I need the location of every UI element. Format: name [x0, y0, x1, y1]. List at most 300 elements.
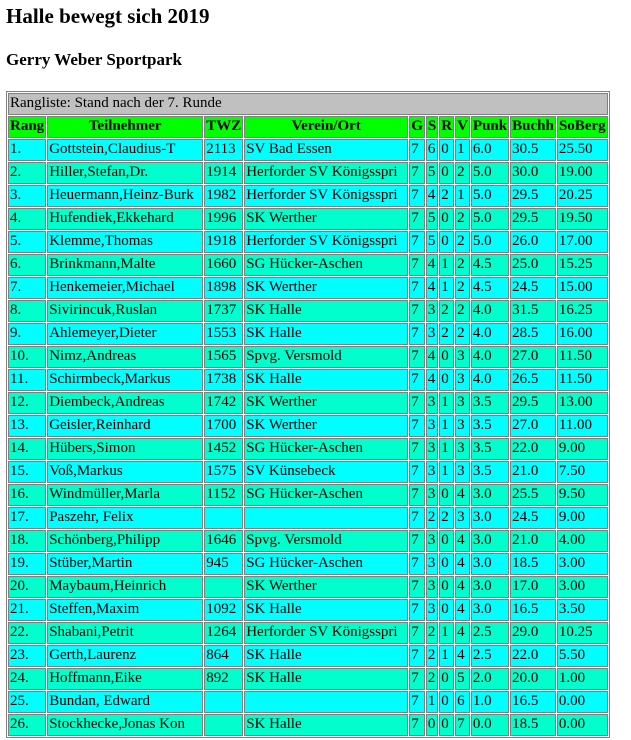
cell-rang: 8. — [8, 300, 46, 322]
cell-r: 1 — [439, 277, 454, 299]
cell-r: 0 — [439, 576, 454, 598]
table-row — [8, 323, 608, 345]
column-header-twz: TWZ — [204, 116, 243, 138]
table-row — [8, 576, 608, 598]
cell-buchh: 16.5 — [510, 691, 556, 713]
cell-rang: 5. — [8, 231, 46, 253]
cell-r: 1 — [439, 415, 454, 437]
cell-r: 0 — [439, 162, 454, 184]
column-header-buchh: Buchh — [510, 116, 556, 138]
cell-twz: 1918 — [204, 231, 243, 253]
column-header-g: G — [409, 116, 425, 138]
cell-punk: 4.0 — [471, 369, 509, 391]
cell-soberg: 16.00 — [557, 323, 608, 345]
cell-r: 0 — [439, 668, 454, 690]
cell-rang: 11. — [8, 369, 46, 391]
cell-twz: 1660 — [204, 254, 243, 276]
cell-rang: 26. — [8, 714, 46, 736]
cell-g: 7 — [409, 392, 425, 414]
cell-s: 3 — [426, 300, 438, 322]
cell-teilnehmer: Brinkmann,Malte — [47, 254, 203, 276]
cell-twz: 1452 — [204, 438, 243, 460]
cell-buchh: 31.5 — [510, 300, 556, 322]
cell-s: 3 — [426, 576, 438, 598]
cell-s: 5 — [426, 231, 438, 253]
cell-s: 3 — [426, 392, 438, 414]
cell-verein: SK Halle — [244, 300, 408, 322]
cell-r: 0 — [439, 346, 454, 368]
cell-verein: SK Halle — [244, 668, 408, 690]
cell-s: 2 — [426, 668, 438, 690]
cell-twz — [204, 691, 243, 713]
table-row — [8, 277, 608, 299]
cell-verein: SK Werther — [244, 277, 408, 299]
cell-g: 7 — [409, 346, 425, 368]
cell-soberg: 1.00 — [557, 668, 608, 690]
cell-soberg: 15.00 — [557, 277, 608, 299]
standings-table — [6, 91, 610, 738]
cell-s: 4 — [426, 346, 438, 368]
cell-v: 4 — [455, 622, 470, 644]
cell-soberg: 11.50 — [557, 369, 608, 391]
cell-r: 1 — [439, 438, 454, 460]
cell-g: 7 — [409, 507, 425, 529]
table-caption-row — [8, 93, 608, 115]
cell-soberg: 16.25 — [557, 300, 608, 322]
cell-soberg: 11.00 — [557, 415, 608, 437]
cell-s: 4 — [426, 369, 438, 391]
cell-s: 3 — [426, 553, 438, 575]
cell-r: 0 — [439, 139, 454, 161]
cell-twz — [204, 714, 243, 736]
cell-punk: 4.5 — [471, 254, 509, 276]
cell-rang: 10. — [8, 346, 46, 368]
cell-s: 2 — [426, 622, 438, 644]
cell-teilnehmer: Maybaum,Heinrich — [47, 576, 203, 598]
cell-v: 2 — [455, 208, 470, 230]
cell-g: 7 — [409, 484, 425, 506]
cell-v: 4 — [455, 484, 470, 506]
table-row — [8, 369, 608, 391]
table-row — [8, 691, 608, 713]
table-row — [8, 392, 608, 414]
cell-teilnehmer: Shabani,Petrit — [47, 622, 203, 644]
cell-verein: SG Hücker-Aschen — [244, 438, 408, 460]
cell-punk: 3.5 — [471, 438, 509, 460]
column-header-r: R — [439, 116, 454, 138]
cell-punk: 3.5 — [471, 415, 509, 437]
cell-buchh: 26.5 — [510, 369, 556, 391]
cell-punk: 4.0 — [471, 346, 509, 368]
column-header-soberg: SoBerg — [557, 116, 608, 138]
cell-v: 3 — [455, 415, 470, 437]
cell-buchh: 29.0 — [510, 622, 556, 644]
cell-v: 2 — [455, 254, 470, 276]
cell-v: 2 — [455, 323, 470, 345]
cell-twz: 945 — [204, 553, 243, 575]
cell-r: 0 — [439, 231, 454, 253]
cell-v: 2 — [455, 231, 470, 253]
table-row — [8, 553, 608, 575]
cell-buchh: 29.5 — [510, 208, 556, 230]
cell-g: 7 — [409, 139, 425, 161]
cell-soberg: 3.00 — [557, 553, 608, 575]
cell-verein: SK Halle — [244, 369, 408, 391]
cell-soberg: 9.00 — [557, 438, 608, 460]
cell-punk: 5.0 — [471, 185, 509, 207]
cell-punk: 2.0 — [471, 668, 509, 690]
cell-s: 3 — [426, 323, 438, 345]
cell-v: 1 — [455, 185, 470, 207]
cell-teilnehmer: Stockhecke,Jonas Kon — [47, 714, 203, 736]
cell-buchh: 16.5 — [510, 599, 556, 621]
cell-twz: 1898 — [204, 277, 243, 299]
cell-buchh: 27.0 — [510, 346, 556, 368]
cell-teilnehmer: Diembeck,Andreas — [47, 392, 203, 414]
cell-rang: 4. — [8, 208, 46, 230]
cell-g: 7 — [409, 599, 425, 621]
cell-s: 3 — [426, 415, 438, 437]
cell-twz: 1565 — [204, 346, 243, 368]
table-row — [8, 415, 608, 437]
cell-rang: 6. — [8, 254, 46, 276]
cell-v: 3 — [455, 369, 470, 391]
cell-r: 0 — [439, 691, 454, 713]
cell-soberg: 3.00 — [557, 576, 608, 598]
cell-twz: 1264 — [204, 622, 243, 644]
cell-verein: SK Halle — [244, 714, 408, 736]
cell-punk: 3.0 — [471, 530, 509, 552]
cell-rang: 3. — [8, 185, 46, 207]
cell-verein: SK Halle — [244, 323, 408, 345]
cell-twz: 2113 — [204, 139, 243, 161]
cell-verein: SK Werther — [244, 392, 408, 414]
cell-g: 7 — [409, 645, 425, 667]
column-header-punk: Punk — [471, 116, 509, 138]
cell-soberg: 15.25 — [557, 254, 608, 276]
cell-g: 7 — [409, 231, 425, 253]
cell-buchh: 22.0 — [510, 645, 556, 667]
cell-g: 7 — [409, 254, 425, 276]
cell-rang: 16. — [8, 484, 46, 506]
cell-punk: 5.0 — [471, 208, 509, 230]
cell-verein: SV Künsebeck — [244, 461, 408, 483]
cell-punk: 6.0 — [471, 139, 509, 161]
cell-verein: SK Halle — [244, 645, 408, 667]
table-row — [8, 231, 608, 253]
cell-soberg: 9.00 — [557, 507, 608, 529]
cell-twz: 1553 — [204, 323, 243, 345]
cell-s: 3 — [426, 461, 438, 483]
cell-rang: 13. — [8, 415, 46, 437]
table-row — [8, 668, 608, 690]
cell-soberg: 17.00 — [557, 231, 608, 253]
cell-v: 3 — [455, 346, 470, 368]
cell-twz: 1982 — [204, 185, 243, 207]
cell-verein: SG Hücker-Aschen — [244, 254, 408, 276]
cell-twz: 1700 — [204, 415, 243, 437]
cell-buchh: 27.0 — [510, 415, 556, 437]
cell-s: 0 — [426, 714, 438, 736]
table-row — [8, 484, 608, 506]
cell-rang: 14. — [8, 438, 46, 460]
table-row — [8, 139, 608, 161]
cell-soberg: 4.00 — [557, 530, 608, 552]
cell-teilnehmer: Klemme,Thomas — [47, 231, 203, 253]
cell-teilnehmer: Hufendiek,Ekkehard — [47, 208, 203, 230]
cell-rang: 21. — [8, 599, 46, 621]
cell-s: 5 — [426, 208, 438, 230]
cell-rang: 25. — [8, 691, 46, 713]
cell-punk: 4.0 — [471, 323, 509, 345]
cell-teilnehmer: Heuermann,Heinz-Burk — [47, 185, 203, 207]
cell-verein: Herforder SV Königsspri — [244, 162, 408, 184]
cell-soberg: 11.50 — [557, 346, 608, 368]
cell-verein: SK Werther — [244, 576, 408, 598]
cell-r: 0 — [439, 369, 454, 391]
cell-g: 7 — [409, 668, 425, 690]
cell-v: 7 — [455, 714, 470, 736]
cell-teilnehmer: Henkemeier,Michael — [47, 277, 203, 299]
cell-punk: 4.0 — [471, 300, 509, 322]
cell-punk: 2.5 — [471, 645, 509, 667]
table-caption: Rangliste: Stand nach der 7. Runde — [8, 93, 608, 115]
table-row — [8, 599, 608, 621]
cell-buchh: 24.5 — [510, 507, 556, 529]
cell-g: 7 — [409, 622, 425, 644]
page-title: Halle bewegt sich 2019 — [6, 4, 210, 28]
cell-s: 5 — [426, 162, 438, 184]
column-header-teilnehmer: Teilnehmer — [47, 116, 203, 138]
cell-r: 1 — [439, 622, 454, 644]
cell-r: 0 — [439, 530, 454, 552]
cell-r: 1 — [439, 461, 454, 483]
cell-g: 7 — [409, 162, 425, 184]
cell-buchh: 26.0 — [510, 231, 556, 253]
cell-verein: SG Hücker-Aschen — [244, 553, 408, 575]
cell-rang: 19. — [8, 553, 46, 575]
table-row — [8, 208, 608, 230]
cell-verein: Spvg. Versmold — [244, 530, 408, 552]
table-row — [8, 438, 608, 460]
cell-verein: SV Bad Essen — [244, 139, 408, 161]
column-header-v: V — [455, 116, 470, 138]
cell-v: 6 — [455, 691, 470, 713]
cell-s: 4 — [426, 277, 438, 299]
cell-twz: 864 — [204, 645, 243, 667]
cell-s: 4 — [426, 254, 438, 276]
cell-buchh: 30.5 — [510, 139, 556, 161]
cell-teilnehmer: Nimz,Andreas — [47, 346, 203, 368]
cell-soberg: 5.50 — [557, 645, 608, 667]
cell-s: 3 — [426, 438, 438, 460]
cell-rang: 2. — [8, 162, 46, 184]
cell-g: 7 — [409, 530, 425, 552]
cell-verein — [244, 691, 408, 713]
table-row — [8, 622, 608, 644]
table-row — [8, 185, 608, 207]
cell-s: 3 — [426, 599, 438, 621]
cell-punk: 0.0 — [471, 714, 509, 736]
cell-verein: SG Hücker-Aschen — [244, 484, 408, 506]
cell-g: 7 — [409, 300, 425, 322]
cell-v: 4 — [455, 553, 470, 575]
cell-v: 2 — [455, 277, 470, 299]
cell-teilnehmer: Schönberg,Philipp — [47, 530, 203, 552]
cell-v: 2 — [455, 300, 470, 322]
cell-verein: Herforder SV Königsspri — [244, 185, 408, 207]
cell-punk: 3.0 — [471, 576, 509, 598]
cell-buchh: 20.0 — [510, 668, 556, 690]
cell-rang: 18. — [8, 530, 46, 552]
cell-teilnehmer: Gottstein,Claudius-T — [47, 139, 203, 161]
cell-soberg: 25.50 — [557, 139, 608, 161]
cell-r: 2 — [439, 507, 454, 529]
cell-buchh: 28.5 — [510, 323, 556, 345]
cell-buchh: 29.5 — [510, 185, 556, 207]
cell-g: 7 — [409, 553, 425, 575]
cell-verein: SK Werther — [244, 415, 408, 437]
cell-soberg: 9.50 — [557, 484, 608, 506]
cell-verein: Herforder SV Königsspri — [244, 231, 408, 253]
venue-subtitle: Gerry Weber Sportpark — [6, 50, 182, 69]
cell-teilnehmer: Sivirincuk,Ruslan — [47, 300, 203, 322]
cell-twz: 1152 — [204, 484, 243, 506]
cell-rang: 12. — [8, 392, 46, 414]
cell-g: 7 — [409, 323, 425, 345]
cell-g: 7 — [409, 277, 425, 299]
column-header-rang: Rang — [8, 116, 46, 138]
cell-v: 5 — [455, 668, 470, 690]
cell-twz: 1742 — [204, 392, 243, 414]
cell-verein: Herforder SV Königsspri — [244, 622, 408, 644]
cell-punk: 3.5 — [471, 392, 509, 414]
table-row — [8, 300, 608, 322]
cell-v: 4 — [455, 599, 470, 621]
cell-buchh: 25.0 — [510, 254, 556, 276]
cell-rang: 23. — [8, 645, 46, 667]
cell-verein: SK Halle — [244, 599, 408, 621]
cell-soberg: 7.50 — [557, 461, 608, 483]
cell-twz: 1575 — [204, 461, 243, 483]
cell-r: 1 — [439, 254, 454, 276]
cell-punk: 3.0 — [471, 507, 509, 529]
cell-r: 0 — [439, 599, 454, 621]
cell-soberg: 0.00 — [557, 691, 608, 713]
cell-punk: 4.5 — [471, 277, 509, 299]
cell-twz: 1092 — [204, 599, 243, 621]
cell-teilnehmer: Schirmbeck,Markus — [47, 369, 203, 391]
cell-s: 3 — [426, 484, 438, 506]
cell-buchh: 21.0 — [510, 530, 556, 552]
cell-punk: 3.0 — [471, 484, 509, 506]
cell-r: 0 — [439, 553, 454, 575]
cell-twz: 892 — [204, 668, 243, 690]
cell-v: 3 — [455, 461, 470, 483]
cell-s: 3 — [426, 530, 438, 552]
cell-buchh: 30.0 — [510, 162, 556, 184]
cell-g: 7 — [409, 208, 425, 230]
table-row — [8, 714, 608, 736]
cell-r: 0 — [439, 714, 454, 736]
cell-teilnehmer: Bundan, Edward — [47, 691, 203, 713]
cell-r: 2 — [439, 185, 454, 207]
cell-soberg: 20.25 — [557, 185, 608, 207]
table-header-row — [8, 116, 608, 138]
cell-twz: 1737 — [204, 300, 243, 322]
cell-rang: 17. — [8, 507, 46, 529]
cell-teilnehmer: Stüber,Martin — [47, 553, 203, 575]
cell-twz: 1738 — [204, 369, 243, 391]
cell-v: 4 — [455, 645, 470, 667]
cell-buchh: 22.0 — [510, 438, 556, 460]
cell-soberg: 3.50 — [557, 599, 608, 621]
cell-r: 2 — [439, 323, 454, 345]
cell-verein: Spvg. Versmold — [244, 346, 408, 368]
cell-buchh: 17.0 — [510, 576, 556, 598]
cell-teilnehmer: Paszehr, Felix — [47, 507, 203, 529]
table-row — [8, 507, 608, 529]
table-row — [8, 530, 608, 552]
table-row — [8, 346, 608, 368]
cell-r: 1 — [439, 645, 454, 667]
cell-twz: 1914 — [204, 162, 243, 184]
cell-teilnehmer: Hübers,Simon — [47, 438, 203, 460]
cell-v: 3 — [455, 392, 470, 414]
cell-g: 7 — [409, 185, 425, 207]
cell-g: 7 — [409, 415, 425, 437]
cell-buchh: 29.5 — [510, 392, 556, 414]
table-row — [8, 645, 608, 667]
cell-punk: 3.0 — [471, 553, 509, 575]
cell-soberg: 10.25 — [557, 622, 608, 644]
cell-g: 7 — [409, 691, 425, 713]
cell-rang: 1. — [8, 139, 46, 161]
cell-teilnehmer: Gerth,Laurenz — [47, 645, 203, 667]
cell-twz: 1996 — [204, 208, 243, 230]
cell-buchh: 24.5 — [510, 277, 556, 299]
cell-r: 2 — [439, 300, 454, 322]
cell-punk: 2.5 — [471, 622, 509, 644]
column-header-verein: Verein/Ort — [244, 116, 408, 138]
cell-buchh: 18.5 — [510, 714, 556, 736]
cell-buchh: 21.0 — [510, 461, 556, 483]
cell-g: 7 — [409, 438, 425, 460]
cell-punk: 3.0 — [471, 599, 509, 621]
column-header-s: S — [426, 116, 438, 138]
cell-verein: SK Werther — [244, 208, 408, 230]
table-row — [8, 461, 608, 483]
cell-rang: 24. — [8, 668, 46, 690]
cell-r: 0 — [439, 208, 454, 230]
cell-punk: 3.5 — [471, 461, 509, 483]
cell-twz — [204, 507, 243, 529]
cell-twz — [204, 576, 243, 598]
cell-teilnehmer: Geisler,Reinhard — [47, 415, 203, 437]
cell-teilnehmer: Ahlemeyer,Dieter — [47, 323, 203, 345]
cell-teilnehmer: Steffen,Maxim — [47, 599, 203, 621]
cell-rang: 20. — [8, 576, 46, 598]
cell-s: 1 — [426, 691, 438, 713]
table-row — [8, 254, 608, 276]
cell-v: 4 — [455, 530, 470, 552]
cell-punk: 5.0 — [471, 231, 509, 253]
cell-v: 4 — [455, 576, 470, 598]
cell-v: 2 — [455, 162, 470, 184]
table-row — [8, 162, 608, 184]
cell-verein — [244, 507, 408, 529]
cell-twz: 1646 — [204, 530, 243, 552]
